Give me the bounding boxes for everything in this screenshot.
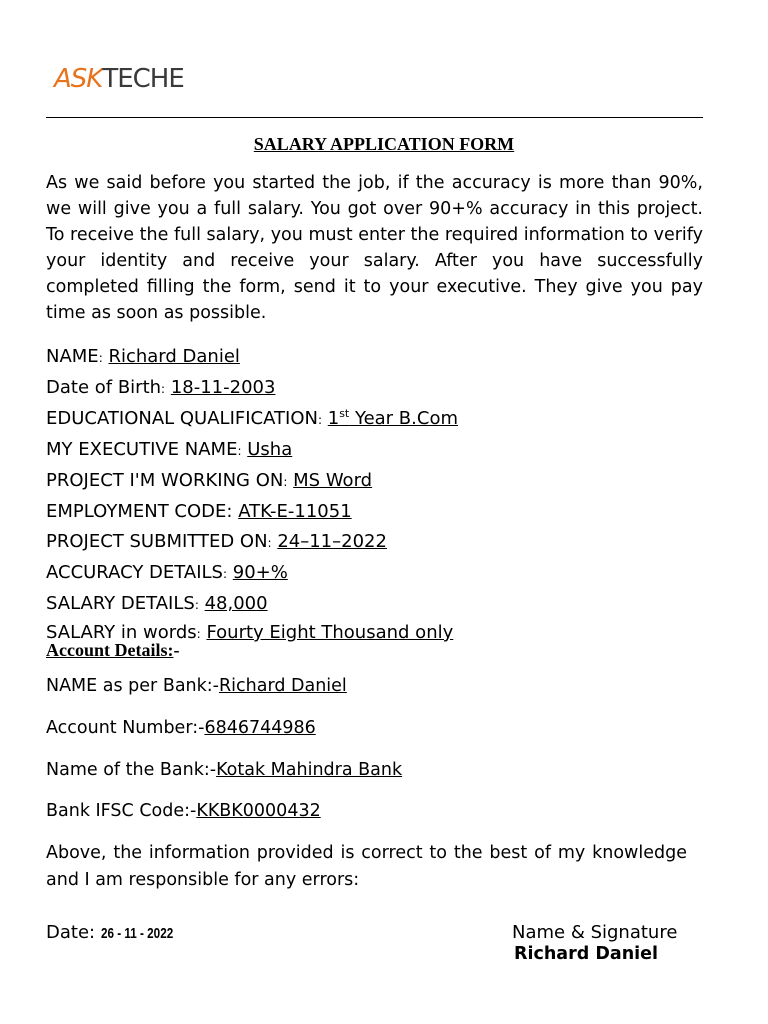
bank-account-number-label: Account Number:-: [46, 718, 205, 738]
field-education-sep: :: [317, 413, 323, 427]
date-label: Date: [46, 922, 90, 943]
field-salary-words-value: Fourty Eight Thousand only: [206, 622, 454, 643]
company-logo: [54, 64, 184, 94]
field-submitted-label: PROJECT SUBMITTED ON: [46, 531, 268, 552]
field-education-value: [328, 408, 458, 429]
field-accuracy-value: 90+%: [232, 562, 288, 583]
bank-name-value: Kotak Mahindra Bank: [216, 760, 403, 780]
field-accuracy: [46, 558, 706, 589]
field-name-value: Richard Daniel: [108, 346, 240, 367]
field-employment-code: [46, 497, 706, 527]
account-details-heading: [46, 640, 179, 661]
field-salary: [46, 589, 706, 620]
bank-ifsc: [46, 801, 321, 821]
field-name-sep: :: [98, 351, 103, 365]
bank-account-name: [46, 676, 347, 696]
field-education-label: EDUCATIONAL QUALIFICATION: [46, 408, 318, 429]
bank-account-number: [46, 718, 316, 738]
field-project-value: MS Word: [293, 470, 373, 491]
field-submitted: [46, 527, 706, 558]
date-line: [46, 922, 193, 943]
field-executive-value: Usha: [247, 439, 293, 460]
field-executive: [46, 435, 706, 466]
bank-name: [46, 760, 402, 780]
field-project: [46, 466, 706, 497]
bank-ifsc-value: KKBK0000432: [196, 801, 321, 821]
declaration-paragraph: Above, the information provided is correct to the best of my knowledge and I am responsible for any errors:: [46, 843, 687, 890]
logo-part-ask: ASK: [54, 64, 103, 94]
field-name-label: NAME: [46, 346, 99, 367]
field-name: [46, 342, 706, 373]
education-year: 1: [327, 408, 340, 429]
signature-label: Name & Signature: [512, 922, 678, 943]
bank-account-name-label: NAME as per Bank:-: [46, 676, 219, 696]
education-degree: Year B.Com: [349, 408, 458, 429]
field-education: [46, 404, 706, 435]
account-heading-text: Account Details:: [46, 640, 174, 660]
field-project-sep: :: [283, 475, 288, 489]
field-executive-label: MY EXECUTIVE NAME: [46, 439, 238, 460]
logo-part-teche: TECHE: [102, 64, 184, 94]
field-employment-code-sep: :: [226, 501, 233, 522]
bank-name-label: Name of the Bank:-: [46, 760, 217, 780]
field-submitted-value: 24–11–2022: [277, 531, 387, 552]
date-value: 26 - 11 - 2022: [100, 925, 174, 942]
bank-ifsc-label: Bank IFSC Code:-: [46, 801, 197, 821]
account-heading-suffix: -: [173, 640, 180, 660]
field-dob: [46, 373, 706, 404]
bank-account-number-value: 6846744986: [204, 718, 316, 738]
field-accuracy-label: ACCURACY DETAILS: [46, 562, 223, 583]
field-dob-label: Date of Birth: [46, 377, 162, 398]
header-divider: [46, 117, 703, 118]
field-executive-sep: :: [237, 444, 242, 458]
date-sep: :: [89, 922, 96, 943]
field-accuracy-sep: :: [222, 567, 228, 581]
bank-account-name-value: Richard Daniel: [218, 676, 347, 696]
field-salary-words-sep: :: [196, 627, 201, 641]
intro-paragraph: As we said before you started the job, if the accuracy is more than 90%, we will give you a full salary. You got over 90+% accuracy in this project. To receive the full salary, you must enter the required information to verify your identity and receive your salary. After you have successfully completed filling the form, send it to your executive. They give you pay time as soon as possible.: [46, 173, 703, 323]
field-employment-code-label: EMPLOYMENT CODE: [46, 501, 227, 522]
field-salary-sep: :: [194, 598, 199, 612]
signature-name: Richard Daniel: [514, 944, 659, 964]
personal-details: [46, 342, 706, 647]
field-submitted-sep: :: [267, 536, 272, 550]
field-project-label: PROJECT I'M WORKING ON: [46, 470, 284, 491]
field-dob-sep: :: [161, 382, 166, 396]
education-ordinal: st: [339, 407, 350, 420]
form-title: SALARY APPLICATION FORM: [253, 134, 515, 154]
field-salary-label: SALARY DETAILS: [46, 593, 195, 614]
field-salary-value: 48,000: [204, 593, 268, 614]
field-dob-value: 18-11-2003: [170, 377, 276, 398]
field-employment-code-value: ATK-E-11051: [238, 501, 352, 522]
field-salary-words-label: SALARY in words: [46, 622, 197, 643]
